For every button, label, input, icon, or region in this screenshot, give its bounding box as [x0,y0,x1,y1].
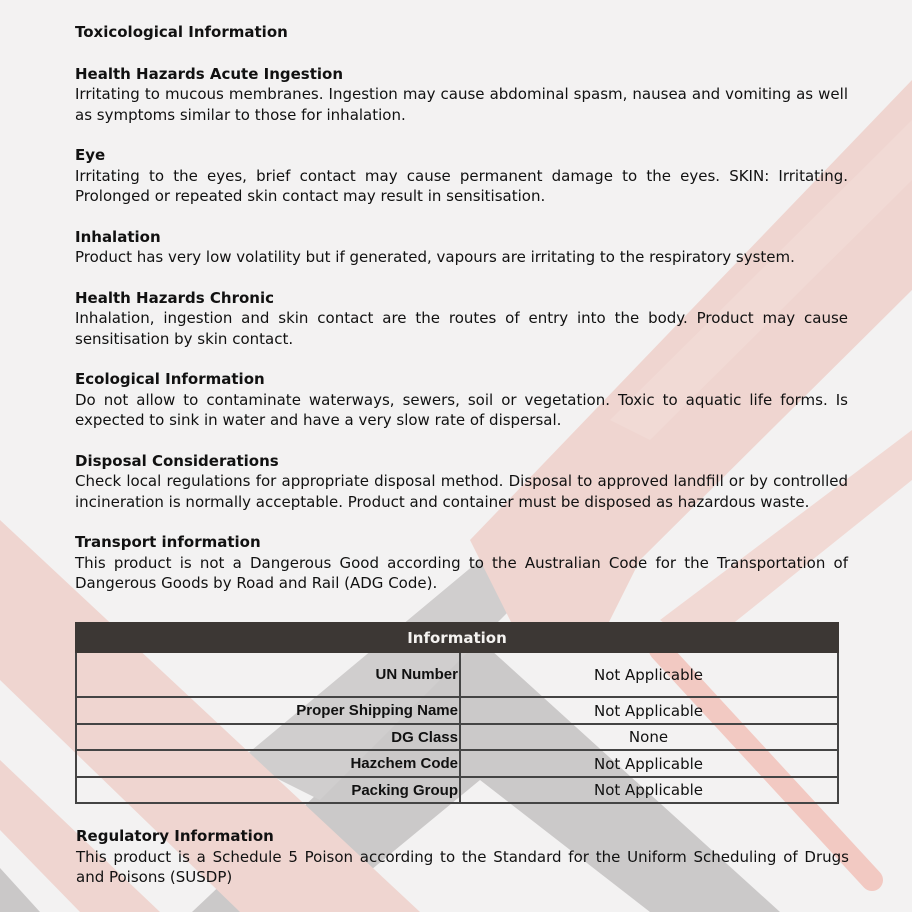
section-disposal [75,451,848,513]
table-header: Information [76,623,838,652]
section-text: Irritating to mucous membranes. Ingestion may cause abdominal spasm, nausea and vomiting as well as symptoms similar to those for inhalation. [75,85,848,124]
document-body [75,22,848,614]
section-title: Eye [75,146,106,164]
table-row [76,777,838,803]
section-title: Transport information [75,533,261,551]
section-inhalation [75,227,848,268]
section-title: Disposal Considerations [75,451,279,470]
section-title: Health Hazards Chronic [75,288,274,307]
row-value-un-number: Not Applicable [460,652,838,697]
table-row [76,652,838,697]
section-acute-ingestion [75,64,848,126]
section-text: This product is a Schedule 5 Poison according to the Standard for the Uniform Scheduling of Drugs and Poisons (SUSDP) [76,847,849,886]
section-text: Do not allow to contaminate waterways, sewers, soil or vegetation. Toxic to aquatic life forms. Is expected to sink in water and have a very slow rate of dispersal. [75,390,848,429]
table-row [76,750,838,777]
section-text: This product is not a Dangerous Good according to the Australian Code for the Transportation of Dangerous Goods by Road and Rail (ADG Code). [75,553,848,592]
row-label-proper-shipping-name: Proper Shipping Name [76,697,460,724]
section-chronic [75,288,848,350]
toxicological-heading: Toxicological Information [75,23,288,41]
row-value-proper-shipping-name: Not Applicable [460,697,838,724]
row-value-dg-class: None [460,724,838,750]
table-row [76,724,838,750]
section-title: Ecological Information [75,370,265,388]
section-title: Regulatory Information [76,827,274,845]
section-text: Irritating to the eyes, brief contact may cause permanent damage to the eyes. SKIN: Irritating. Prolonged or repeated skin contact may result in sensitisation. [75,166,848,205]
row-label-packing-group: Packing Group [76,777,460,803]
section-title: Inhalation [75,227,161,246]
section-title: Health Hazards Acute Ingestion [75,64,344,83]
row-value-hazchem-code: Not Applicable [460,750,838,777]
section-text: Product has very low volatility but if generated, vapours are irritating to the respiratory system. [75,248,795,266]
row-value-packing-group: Not Applicable [460,777,838,803]
section-regulatory [76,826,849,888]
section-text: Inhalation, ingestion and skin contact are the routes of entry into the body. Product may cause sensitisation by skin contact. [75,309,848,348]
section-transport [75,532,848,594]
row-label-un-number: UN Number [76,652,460,697]
section-eye [75,145,848,207]
row-label-hazchem-code: Hazchem Code [76,750,460,777]
section-text: Check local regulations for appropriate disposal method. Disposal to approved landfill or by controlled incineration is normally acceptable. Product and container must be disposed as hazardous waste. [75,472,848,511]
transport-info-table [75,622,839,804]
table-row [76,697,838,724]
section-ecological [75,369,848,431]
gray-stripe-left [0,868,40,912]
row-label-dg-class: DG Class [76,724,460,750]
